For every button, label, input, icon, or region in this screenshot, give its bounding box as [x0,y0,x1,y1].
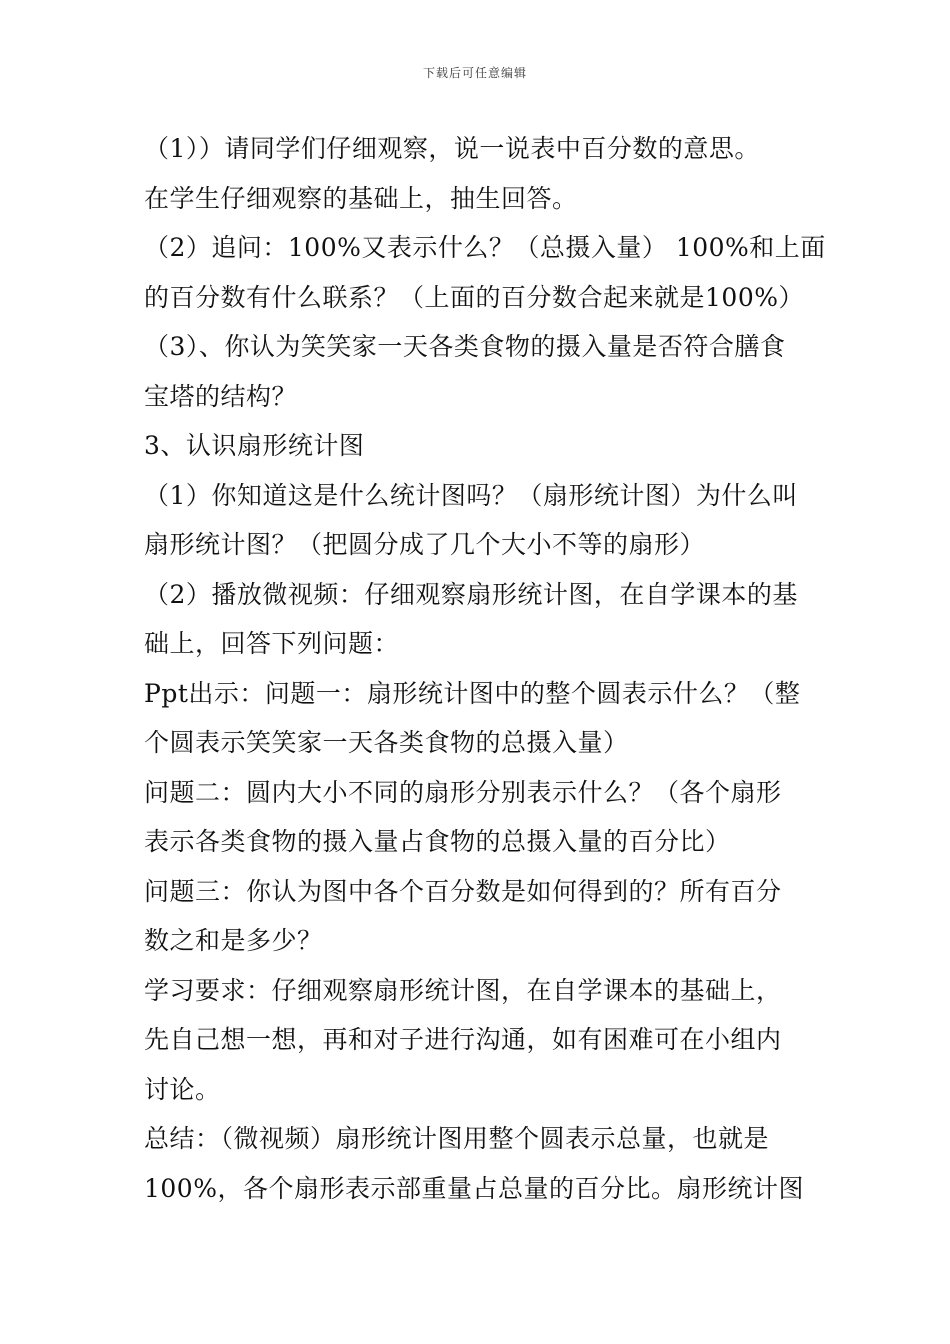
text-line: 先自己想一想，再和对子进行沟通，如有困难可在小组内 [144,1025,782,1054]
text-line: （2）播放微视频：仔细观察扇形统计图，在自学课本的基 [144,579,798,609]
text-line: 讨论。 [144,1074,221,1104]
text-line: （1））请同学们仔细观察，说一说表中百分数的意思。 [144,134,760,163]
text-line: 的百分数有什么联系？（上面的百分数合起来就是100%） [144,282,804,312]
document-body [144,124,826,1213]
page-header: 下载后可任意编辑 [422,66,527,80]
text-line: 问题二：圆内大小不同的扇形分别表示什么？（各个扇形 [144,777,782,807]
text-line: 问题三：你认为图中各个百分数是如何得到的？所有百分 [144,876,782,906]
text-line: 总结：（微视频）扇形统计图用整个圆表示总量，也就是 [144,1124,770,1153]
text-line: 学习要求：仔细观察扇形统计图，在自学课本的基础上， [144,975,782,1005]
text-line: 在学生仔细观察的基础上，抽生回答。 [144,183,578,213]
text-line: 表示各类食物的摄入量占食物的总摄入量的百分比） [144,827,731,856]
text-line: 宝塔的结构？ [144,381,298,411]
text-line: 扇形统计图？（把圆分成了几个大小不等的扇形） [144,530,706,559]
text-line: （3）、你认为笑笑家一天各类食物的摄入量是否符合膳食 [144,332,786,361]
text-line: （1）你知道这是什么统计图吗？（扇形统计图）为什么叫 [144,480,798,510]
text-line: （2）追问：100%又表示什么？（总摄入量） 100%和上面 [144,233,826,262]
text-line: Ppt出示：问题一：扇形统计图中的整个圆表示什么？（整 [144,678,801,708]
text-line: 数之和是多少？ [144,926,323,955]
text-line: 个圆表示笑笑家一天各类食物的总摄入量） [144,728,629,757]
section-heading: 3、认识扇形统计图 [144,431,365,460]
text-line: 100%，各个扇形表示部重量占总量的百分比。扇形统计图 [144,1173,804,1203]
text-line: 础上，回答下列问题： [144,629,400,658]
